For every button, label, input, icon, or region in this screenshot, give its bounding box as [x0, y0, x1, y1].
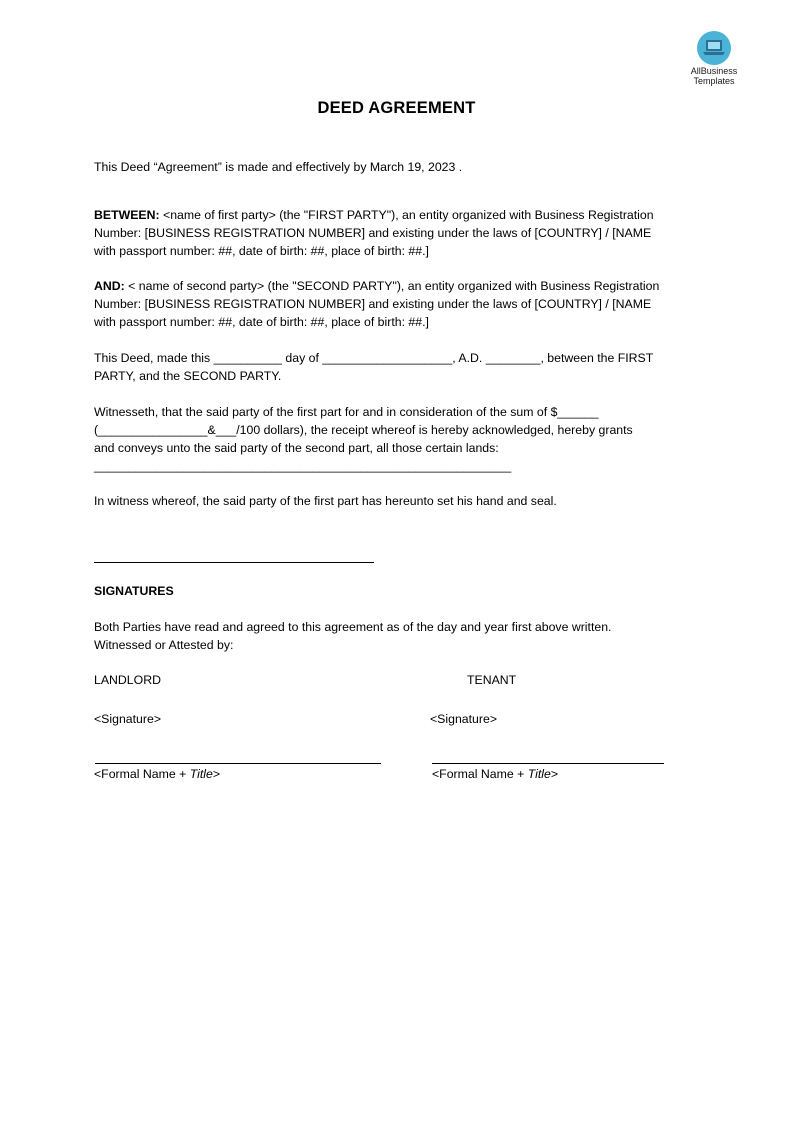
witnesseth-paragraph — [94, 403, 699, 475]
between-label: BETWEEN: — [94, 208, 160, 222]
deed-made-line-2: PARTY, and the SECOND PARTY. — [94, 369, 282, 383]
agreement-line-1: Both Parties have read and agreed to this agreement as of the day and year first above written. — [94, 620, 612, 634]
intro-paragraph: This Deed “Agreement” is made and effectively by March 19, 2023 . — [94, 160, 463, 174]
witnesseth-line-1: Witnesseth, that the said party of the first part for and in consideration of the sum of $______ — [94, 405, 599, 419]
and-line-1: < name of second party> (the "SECOND PARTY"), an entity organized with Business Registration — [124, 279, 660, 293]
company-logo — [682, 31, 746, 86]
landlord-formal-name — [94, 765, 220, 783]
landlord-signature-placeholder: <Signature> — [94, 712, 162, 726]
landlord-name-title: Title — [189, 767, 213, 781]
tenant-name-prefix: <Formal Name + — [432, 767, 528, 781]
witnesseth-line-4: _____________________________________________________________ — [94, 459, 512, 473]
between-line-2: Number: [BUSINESS REGISTRATION NUMBER] and existing under the laws of [COUNTRY] / [NAME — [94, 226, 652, 240]
tenant-name-title: Title — [527, 767, 551, 781]
landlord-signature-line — [95, 763, 381, 764]
landlord-name-prefix: <Formal Name + — [94, 767, 190, 781]
landlord-name-suffix: > — [212, 767, 220, 781]
tenant-label: TENANT — [467, 673, 517, 687]
document-title: DEED AGREEMENT — [317, 99, 476, 117]
agreement-paragraph — [94, 618, 699, 654]
tenant-name-suffix: > — [550, 767, 558, 781]
logo-text — [682, 66, 746, 86]
and-line-2: Number: [BUSINESS REGISTRATION NUMBER] and existing under the laws of [COUNTRY] / [NAME — [94, 297, 652, 311]
laptop-icon — [697, 31, 731, 65]
and-line-3: with passport number: ##, date of birth: ##, place of birth: ##.] — [94, 315, 429, 329]
between-line-3: with passport number: ##, date of birth: ##, place of birth: ##.] — [94, 244, 429, 258]
logo-line-1: AllBusiness — [690, 66, 738, 76]
between-paragraph — [94, 206, 699, 260]
deed-made-paragraph — [94, 349, 699, 385]
witnesseth-line-3: and conveys unto the said party of the second part, all those certain lands: — [94, 441, 499, 455]
tenant-signature-line — [432, 763, 664, 764]
logo-line-2: Templates — [693, 76, 735, 86]
tenant-formal-name — [432, 765, 558, 783]
deed-made-line-1: This Deed, made this __________ day of ___________________, A.D. ________, between the FIRST — [94, 351, 654, 365]
seal-signature-line — [94, 562, 374, 563]
witnesseth-line-2: (________________&___/100 dollars), the receipt whereof is hereby acknowledged, hereby grants — [94, 423, 633, 437]
tenant-signature-placeholder: <Signature> — [430, 712, 498, 726]
in-witness-paragraph: In witness whereof, the said party of the first part has hereunto set his hand and seal. — [94, 494, 557, 508]
and-paragraph — [94, 277, 699, 331]
signatures-heading: SIGNATURES — [94, 584, 174, 598]
and-label: AND: — [94, 279, 125, 293]
landlord-label: LANDLORD — [94, 673, 161, 687]
between-line-1: <name of first party> (the "FIRST PARTY"), an entity organized with Business Registration — [159, 208, 654, 222]
agreement-line-2: Witnessed or Attested by: — [94, 638, 234, 652]
